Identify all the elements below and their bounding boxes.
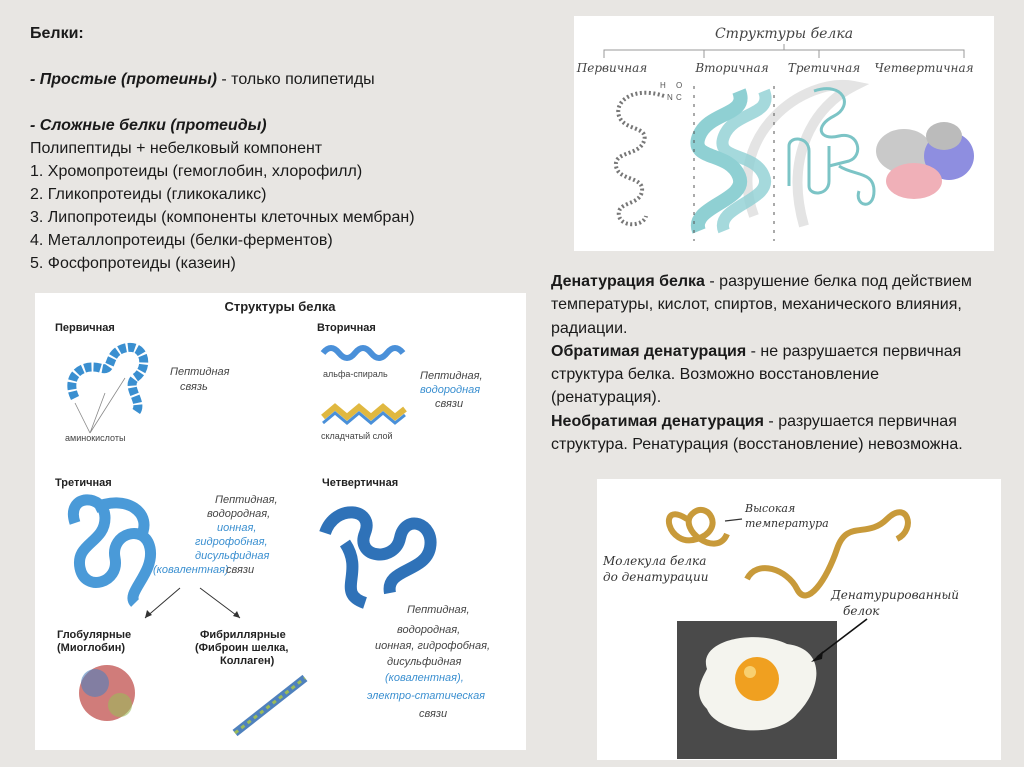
- quaternary-label: Четвертичная: [322, 477, 399, 489]
- primary-label: Первичная: [55, 322, 115, 334]
- denatured-label: белок: [843, 604, 880, 618]
- reversible-term: Обратимая денатурация: [551, 342, 747, 360]
- list-item: 2. Гликопротеиды (гликокаликс): [30, 186, 267, 203]
- simple-proteins-desc: - только полипетиды: [216, 71, 375, 88]
- label-quaternary: Четвертичная: [874, 61, 974, 75]
- proteins-heading: Белки:: [30, 25, 84, 42]
- arrowhead: [145, 610, 240, 618]
- quaternary-chain: [325, 512, 431, 603]
- fibrillar-label: Фибриллярные: [200, 629, 286, 641]
- blank-line: [30, 45, 550, 68]
- quaternary-bond: дисульфидная: [387, 656, 462, 668]
- quaternary-illustration: [876, 122, 974, 199]
- temp-arrow: [725, 519, 742, 521]
- list-item: 4. Металлопротеиды (белки-ферментов): [30, 232, 333, 249]
- label-tertiary: Третичная: [787, 61, 861, 75]
- denaturation-paragraph: [551, 270, 981, 340]
- alpha-helix: [323, 348, 403, 358]
- tertiary-bond: дисульфидная: [195, 550, 270, 562]
- top-structures-figure: [574, 16, 994, 251]
- before-label: до денатурации: [603, 570, 709, 584]
- high-temp-label: Высокая: [745, 502, 796, 515]
- top-figure-title: Структуры белка: [714, 26, 854, 42]
- denaturation-text-block: [551, 270, 981, 456]
- tertiary-bond: (ковалентная): [153, 564, 229, 576]
- globular-molecule: [108, 693, 132, 717]
- atom-label: C: [676, 93, 682, 102]
- quaternary-bond: Пептидная,: [407, 604, 470, 616]
- simple-proteins-line: [30, 68, 550, 91]
- reversible-desc: - не разрушается первичная структура белка. Возможно восстановление (ренатурация).: [551, 342, 962, 407]
- blank-line: [30, 91, 550, 114]
- branch-arrows: [145, 588, 240, 618]
- irreversible-term: Необратимая денатурация: [551, 412, 764, 430]
- protein-structures-figure: [35, 293, 526, 750]
- quaternary-bond: ионная, гидрофобная,: [375, 640, 491, 652]
- label-primary: Первичная: [576, 61, 648, 75]
- denaturation-figure: [597, 479, 1001, 760]
- secondary-bonds: Пептидная,: [420, 370, 483, 382]
- atom-label: O: [676, 81, 683, 90]
- peptide-atoms: [660, 81, 682, 102]
- atom-label: N: [667, 93, 673, 102]
- alpha-label: альфа-спираль: [323, 369, 388, 379]
- reversible-paragraph: [551, 340, 981, 410]
- tertiary-bond: гидрофобная,: [195, 536, 268, 548]
- denaturation-desc: - разрушение белка под действием температуры, кислот, спиртов, механического влияния, радиации.: [551, 273, 972, 337]
- simple-proteins-term: - Простые (протеины): [30, 71, 217, 88]
- label-secondary: Вторичная: [695, 61, 769, 75]
- tertiary-bond: водородная,: [207, 508, 271, 520]
- complex-proteins-desc: Полипептиды + небелковый компонент: [30, 140, 323, 157]
- irreversible-desc: - разрушается первичная структура. Ренатурация (восстановление) невозможна.: [551, 412, 963, 454]
- globular-molecule: [81, 669, 109, 697]
- globular-label: Глобулярные: [57, 629, 132, 641]
- proteins-text-block: [30, 22, 550, 275]
- list-item: 3. Липопротеиды (компоненты клеточных мембран): [30, 209, 415, 226]
- high-temp-label: температура: [745, 517, 829, 530]
- folded-protein: [669, 510, 727, 544]
- secondary-bonds: водородная: [420, 384, 481, 396]
- amino-label: аминокислоты: [65, 433, 126, 443]
- primary-chain: [72, 347, 144, 413]
- secondary-helix-illustration: [694, 86, 774, 241]
- tertiary-bond: связи: [226, 564, 255, 576]
- denatured-label: Денатурированный: [831, 588, 960, 602]
- denaturation-term: Денатурация белка: [551, 273, 705, 290]
- peptide-bond-label: связь: [180, 381, 208, 393]
- beta-label: складчатый слой: [321, 431, 393, 441]
- list-item: 1. Хромопротеиды (гемоглобин, хлорофилл): [30, 163, 363, 180]
- amino-pointer-lines: [75, 378, 125, 433]
- secondary-bonds: связи: [435, 398, 464, 410]
- tertiary-chain: [73, 500, 150, 603]
- tertiary-bond: ионная,: [217, 522, 257, 534]
- quaternary-bond: водородная,: [397, 624, 461, 636]
- tertiary-label: Третичная: [55, 477, 112, 489]
- before-label: Молекула белка: [603, 554, 707, 568]
- atom-label: H: [660, 81, 666, 90]
- egg-yolk-highlight: [744, 666, 756, 678]
- quaternary-bond: связи: [419, 708, 448, 720]
- fibrillar-label: Коллаген): [220, 655, 275, 667]
- globular-label: (Миоглобин): [57, 642, 126, 654]
- complex-proteins-term: - Сложные белки (протеиды): [30, 117, 267, 134]
- left-figure-title: Структуры белка: [224, 299, 336, 314]
- egg-yolk: [735, 657, 779, 701]
- quaternary-bond: (ковалентная),: [385, 672, 464, 684]
- secondary-label: Вторичная: [317, 322, 376, 334]
- list-item: 5. Фосфопротеиды (казеин): [30, 255, 236, 272]
- primary-chain-illustration: [616, 93, 664, 225]
- quaternary-bond: электро-статическая: [367, 690, 486, 702]
- tertiary-bond: Пептидная,: [215, 494, 278, 506]
- peptide-bond-label: Пептидная: [170, 366, 230, 378]
- irreversible-paragraph: [551, 410, 981, 457]
- fibrillar-label: (Фиброин шелка,: [195, 642, 289, 654]
